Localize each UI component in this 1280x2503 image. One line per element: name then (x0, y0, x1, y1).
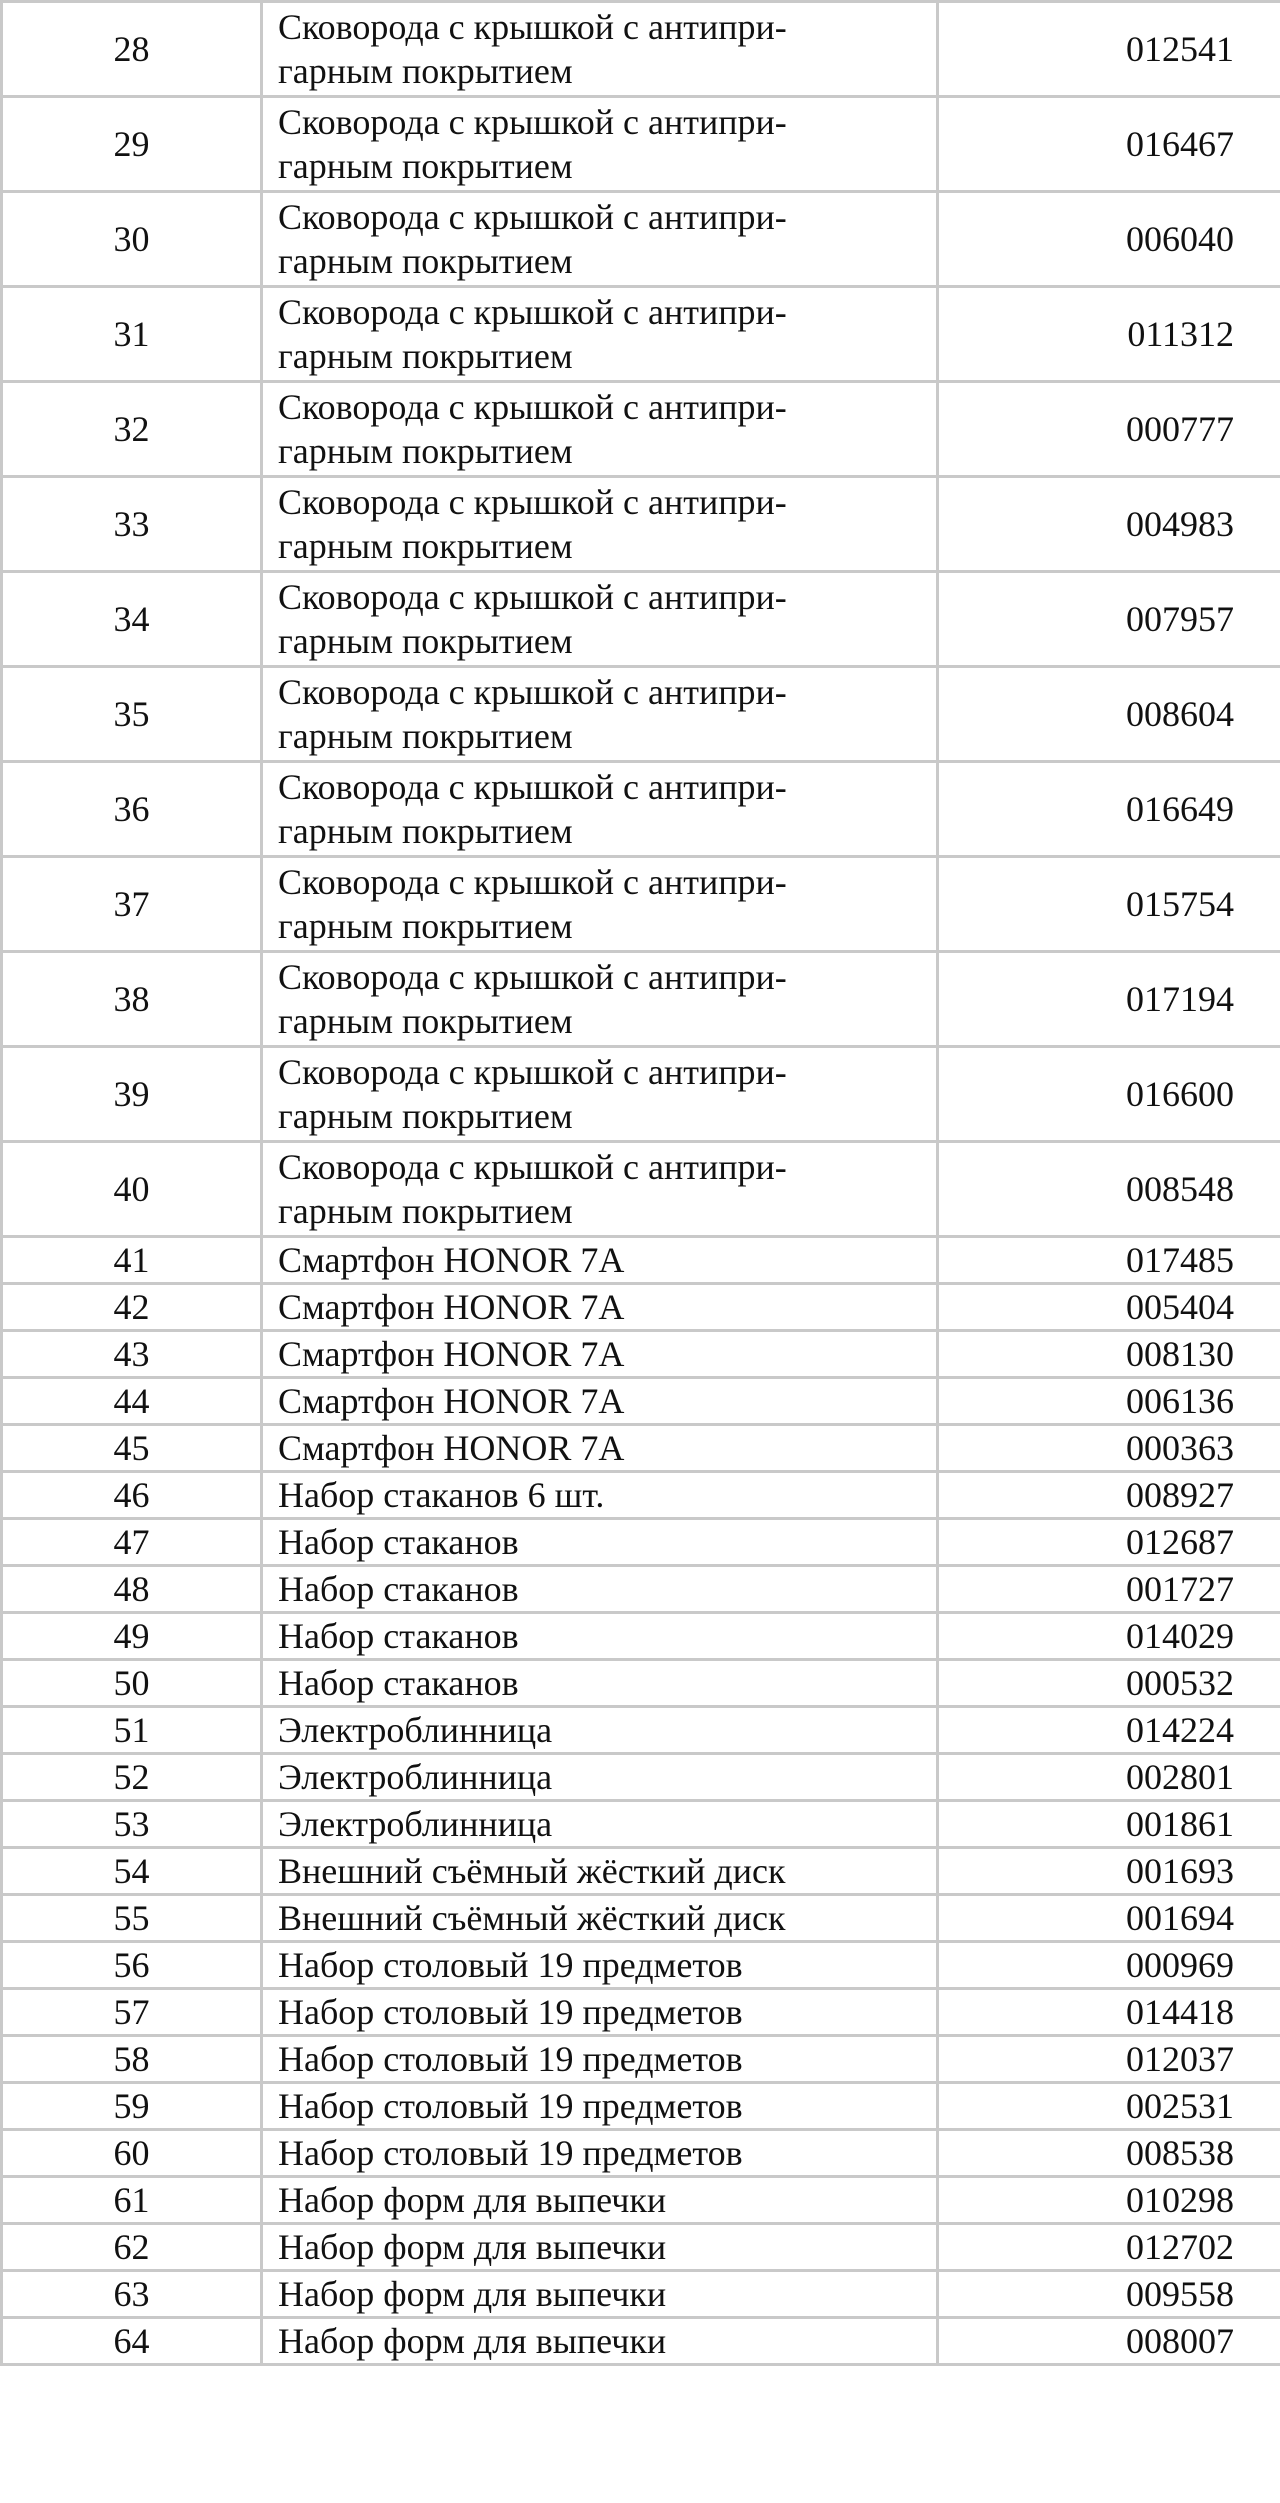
item-name-line: Сковорода с крышкой с антипри- (278, 292, 787, 332)
item-name-cell (262, 1660, 938, 1707)
item-name-line: гарным покрытием (278, 336, 573, 376)
item-name-cell (262, 2, 938, 97)
item-code-cell: 014029 (938, 1613, 1280, 1660)
row-number-cell: 62 (2, 2224, 262, 2271)
item-name-line: гарным покрытием (278, 146, 573, 186)
row-number-cell: 45 (2, 1425, 262, 1472)
item-code-cell: 012037 (938, 2036, 1280, 2083)
table-row (2, 1047, 1280, 1142)
item-code-cell: 017194 (938, 952, 1280, 1047)
item-name-cell (262, 287, 938, 382)
row-number-cell: 50 (2, 1660, 262, 1707)
item-name-line: Электроблинница (278, 1710, 553, 1750)
table-row (2, 2130, 1280, 2177)
item-code-cell: 001727 (938, 1566, 1280, 1613)
item-name-cell (262, 1237, 938, 1284)
item-name-line: гарным покрытием (278, 51, 573, 91)
table-row (2, 2, 1280, 97)
table-row (2, 667, 1280, 762)
item-code-cell: 010298 (938, 2177, 1280, 2224)
row-number-cell: 29 (2, 97, 262, 192)
item-name-cell (262, 2271, 938, 2318)
item-code-cell: 008604 (938, 667, 1280, 762)
table-row (2, 1801, 1280, 1848)
item-code-cell: 008130 (938, 1331, 1280, 1378)
table-row (2, 1613, 1280, 1660)
item-name-line: гарным покрытием (278, 1001, 573, 1041)
item-name-cell (262, 857, 938, 952)
table-row (2, 857, 1280, 952)
row-number-cell: 38 (2, 952, 262, 1047)
row-number-cell: 61 (2, 2177, 262, 2224)
row-number-cell: 55 (2, 1895, 262, 1942)
item-name-cell (262, 1707, 938, 1754)
table-row (2, 1660, 1280, 1707)
table-row (2, 2036, 1280, 2083)
item-code-cell: 004983 (938, 477, 1280, 572)
row-number-cell: 30 (2, 192, 262, 287)
table-row (2, 952, 1280, 1047)
item-name-line: Набор форм для выпечки (278, 2274, 667, 2314)
row-number-cell: 54 (2, 1848, 262, 1895)
table-row (2, 97, 1280, 192)
row-number-cell: 41 (2, 1237, 262, 1284)
item-name-line: Сковорода с крышкой с антипри- (278, 1052, 787, 1092)
item-name-cell (262, 477, 938, 572)
item-name-line: Сковорода с крышкой с антипри- (278, 387, 787, 427)
table-row (2, 2177, 1280, 2224)
table-row (2, 2271, 1280, 2318)
table-row (2, 1707, 1280, 1754)
row-number-cell: 58 (2, 2036, 262, 2083)
item-name-cell (262, 2318, 938, 2365)
item-name-line: Набор стаканов (278, 1522, 519, 1562)
item-name-line: Сковорода с крышкой с антипри- (278, 482, 787, 522)
table-row (2, 1237, 1280, 1284)
item-name-line: гарным покрытием (278, 621, 573, 661)
item-code-cell: 015754 (938, 857, 1280, 952)
item-code-cell: 012702 (938, 2224, 1280, 2271)
item-name-line: гарным покрытием (278, 906, 573, 946)
item-code-cell: 016467 (938, 97, 1280, 192)
item-name-cell (262, 2036, 938, 2083)
row-number-cell: 33 (2, 477, 262, 572)
item-code-cell: 000532 (938, 1660, 1280, 1707)
item-code-cell: 006136 (938, 1378, 1280, 1425)
row-number-cell: 31 (2, 287, 262, 382)
table-row (2, 2224, 1280, 2271)
table-row (2, 1566, 1280, 1613)
table-row (2, 2318, 1280, 2365)
table-row (2, 192, 1280, 287)
table-row (2, 287, 1280, 382)
item-code-cell: 008548 (938, 1142, 1280, 1237)
item-code-cell: 011312 (938, 287, 1280, 382)
row-number-cell: 46 (2, 1472, 262, 1519)
item-code-cell: 008007 (938, 2318, 1280, 2365)
table-row (2, 1848, 1280, 1895)
item-code-cell: 002531 (938, 2083, 1280, 2130)
item-name-cell (262, 1613, 938, 1660)
row-number-cell: 44 (2, 1378, 262, 1425)
item-name-cell (262, 2130, 938, 2177)
item-name-line: Внешний съёмный жёсткий диск (278, 1898, 786, 1938)
row-number-cell: 51 (2, 1707, 262, 1754)
item-name-cell (262, 1801, 938, 1848)
row-number-cell: 59 (2, 2083, 262, 2130)
table-row (2, 1472, 1280, 1519)
row-number-cell: 34 (2, 572, 262, 667)
table-row (2, 382, 1280, 477)
item-name-cell (262, 382, 938, 477)
item-name-line: гарным покрытием (278, 431, 573, 471)
table-row (2, 1425, 1280, 1472)
table-row (2, 1754, 1280, 1801)
item-name-cell (262, 572, 938, 667)
table-row (2, 1142, 1280, 1237)
item-name-line: Сковорода с крышкой с антипри- (278, 197, 787, 237)
item-code-cell: 001861 (938, 1801, 1280, 1848)
item-name-cell (262, 1942, 938, 1989)
row-number-cell: 39 (2, 1047, 262, 1142)
item-code-cell: 008538 (938, 2130, 1280, 2177)
row-number-cell: 32 (2, 382, 262, 477)
item-name-cell (262, 1378, 938, 1425)
item-name-cell (262, 2177, 938, 2224)
row-number-cell: 52 (2, 1754, 262, 1801)
table-body (2, 2, 1280, 2365)
item-name-line: гарным покрытием (278, 241, 573, 281)
table-row (2, 1942, 1280, 1989)
item-name-line: Сковорода с крышкой с антипри- (278, 577, 787, 617)
row-number-cell: 43 (2, 1331, 262, 1378)
item-code-cell: 006040 (938, 192, 1280, 287)
item-name-line: Набор форм для выпечки (278, 2180, 667, 2220)
item-code-cell: 008927 (938, 1472, 1280, 1519)
item-name-line: Набор стаканов (278, 1663, 519, 1703)
item-name-cell (262, 1047, 938, 1142)
row-number-cell: 36 (2, 762, 262, 857)
item-name-line: Сковорода с крышкой с антипри- (278, 862, 787, 902)
item-name-line: Набор форм для выпечки (278, 2227, 667, 2267)
item-code-cell: 012687 (938, 1519, 1280, 1566)
row-number-cell: 35 (2, 667, 262, 762)
item-name-line: Электроблинница (278, 1804, 553, 1844)
item-name-cell (262, 1331, 938, 1378)
item-name-cell (262, 1142, 938, 1237)
item-name-line: гарным покрытием (278, 716, 573, 756)
item-name-cell (262, 1895, 938, 1942)
table-row (2, 477, 1280, 572)
item-name-cell (262, 1566, 938, 1613)
item-code-cell: 000969 (938, 1942, 1280, 1989)
item-name-cell (262, 1284, 938, 1331)
table-row (2, 1284, 1280, 1331)
item-name-line: Набор стаканов (278, 1569, 519, 1609)
item-name-line: Смартфон HONOR 7A (278, 1428, 625, 1468)
table-row (2, 1331, 1280, 1378)
row-number-cell: 28 (2, 2, 262, 97)
item-name-line: Сковорода с крышкой с антипри- (278, 767, 787, 807)
table-row (2, 762, 1280, 857)
item-name-cell (262, 1989, 938, 2036)
item-code-cell: 001693 (938, 1848, 1280, 1895)
row-number-cell: 37 (2, 857, 262, 952)
item-name-line: Смартфон HONOR 7A (278, 1381, 625, 1421)
item-name-line: Внешний съёмный жёсткий диск (278, 1851, 786, 1891)
item-name-cell (262, 762, 938, 857)
item-name-cell (262, 1754, 938, 1801)
item-name-line: Набор столовый 19 предметов (278, 1945, 743, 1985)
item-name-line: Набор стаканов (278, 1616, 519, 1656)
item-name-line: Набор стаканов 6 шт. (278, 1475, 605, 1515)
item-code-cell: 001694 (938, 1895, 1280, 1942)
row-number-cell: 64 (2, 2318, 262, 2365)
item-name-line: гарным покрытием (278, 526, 573, 566)
item-code-cell: 009558 (938, 2271, 1280, 2318)
item-code-cell: 002801 (938, 1754, 1280, 1801)
table-row (2, 1519, 1280, 1566)
item-name-cell (262, 2224, 938, 2271)
item-name-cell (262, 1472, 938, 1519)
row-number-cell: 56 (2, 1942, 262, 1989)
table-row (2, 2083, 1280, 2130)
item-code-cell: 016649 (938, 762, 1280, 857)
item-name-line: гарным покрытием (278, 811, 573, 851)
item-name-line: Набор столовый 19 предметов (278, 2039, 743, 2079)
item-name-cell (262, 1519, 938, 1566)
row-number-cell: 63 (2, 2271, 262, 2318)
item-code-cell: 005404 (938, 1284, 1280, 1331)
item-name-cell (262, 2083, 938, 2130)
item-name-cell (262, 1848, 938, 1895)
row-number-cell: 48 (2, 1566, 262, 1613)
item-name-line: Набор столовый 19 предметов (278, 2086, 743, 2126)
item-name-cell (262, 1425, 938, 1472)
item-name-cell (262, 97, 938, 192)
table-row (2, 1378, 1280, 1425)
item-name-line: Электроблинница (278, 1757, 553, 1797)
item-name-line: Смартфон HONOR 7A (278, 1240, 625, 1280)
item-name-line: гарным покрытием (278, 1096, 573, 1136)
item-name-line: Набор столовый 19 предметов (278, 2133, 743, 2173)
item-name-line: Смартфон HONOR 7A (278, 1287, 625, 1327)
item-name-cell (262, 667, 938, 762)
item-code-cell: 000363 (938, 1425, 1280, 1472)
table-row (2, 572, 1280, 667)
row-number-cell: 49 (2, 1613, 262, 1660)
table-row (2, 1989, 1280, 2036)
item-name-line: Сковорода с крышкой с антипри- (278, 7, 787, 47)
row-number-cell: 42 (2, 1284, 262, 1331)
item-name-line: Набор форм для выпечки (278, 2321, 667, 2361)
row-number-cell: 57 (2, 1989, 262, 2036)
item-name-cell (262, 192, 938, 287)
item-code-cell: 014418 (938, 1989, 1280, 2036)
item-code-cell: 007957 (938, 572, 1280, 667)
row-number-cell: 40 (2, 1142, 262, 1237)
row-number-cell: 60 (2, 2130, 262, 2177)
item-name-line: Сковорода с крышкой с антипри- (278, 102, 787, 142)
item-name-line: Набор столовый 19 предметов (278, 1992, 743, 2032)
item-code-cell: 016600 (938, 1047, 1280, 1142)
item-name-cell (262, 952, 938, 1047)
item-code-cell: 012541 (938, 2, 1280, 97)
item-code-cell: 014224 (938, 1707, 1280, 1754)
item-name-line: Сковорода с крышкой с антипри- (278, 1147, 787, 1187)
item-name-line: Смартфон HONOR 7A (278, 1334, 625, 1374)
item-code-cell: 017485 (938, 1237, 1280, 1284)
row-number-cell: 53 (2, 1801, 262, 1848)
item-code-cell: 000777 (938, 382, 1280, 477)
table-row (2, 1895, 1280, 1942)
item-name-line: Сковорода с крышкой с антипри- (278, 957, 787, 997)
row-number-cell: 47 (2, 1519, 262, 1566)
item-name-line: гарным покрытием (278, 1191, 573, 1231)
item-name-line: Сковорода с крышкой с антипри- (278, 672, 787, 712)
